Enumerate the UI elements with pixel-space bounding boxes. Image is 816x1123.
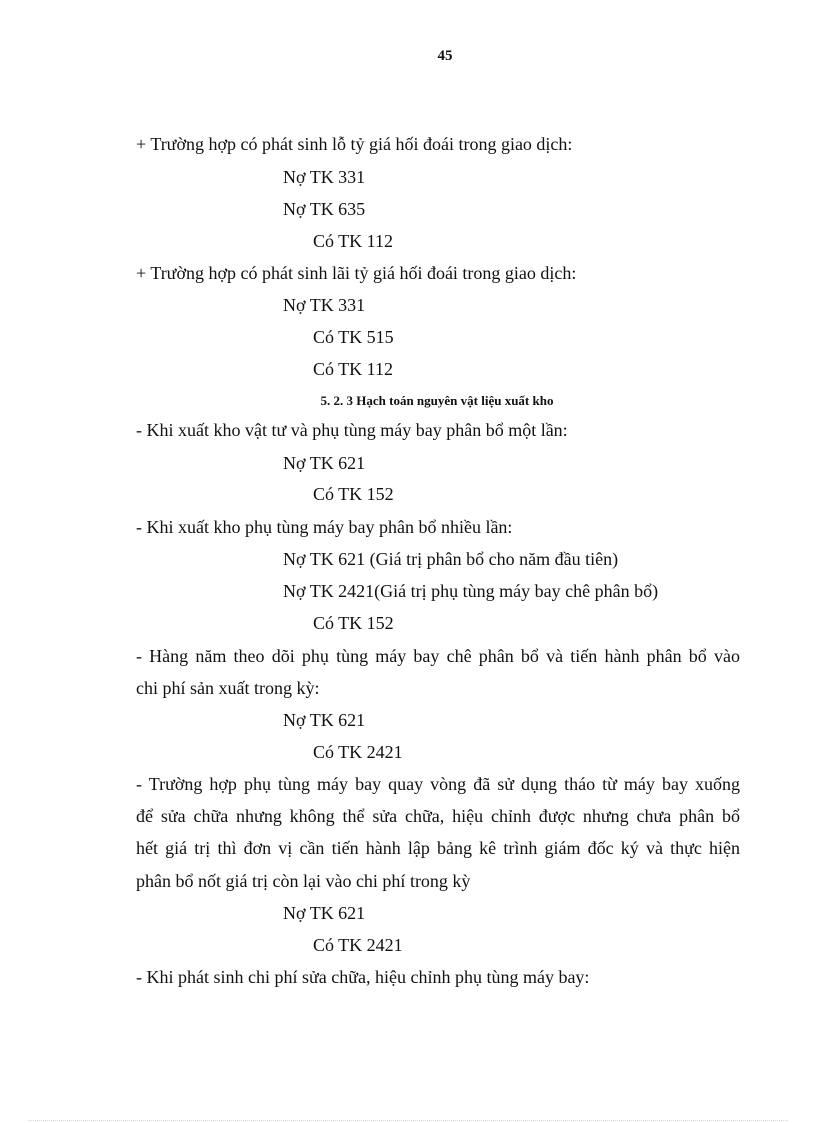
- paragraph-gain-case: + Trường hợp có phát sinh lãi tỷ giá hối đoái trong giao dịch:: [136, 263, 577, 283]
- credit-entry: Có TK 152: [313, 613, 394, 633]
- credit-entry: Có TK 2421: [313, 935, 403, 955]
- paragraph-annual-tracking: - Hàng năm theo dõi phụ tùng máy bay chê phân bổ và tiến hành phân bổ vào: [136, 646, 740, 666]
- paragraph-multi-allocation: - Khi xuất kho phụ tùng máy bay phân bổ nhiều lần:: [136, 517, 513, 537]
- credit-entry: Có TK 112: [313, 231, 394, 251]
- credit-entry: Có TK 2421: [313, 742, 403, 762]
- paragraph-one-time-allocation: - Khi xuất kho vật tư và phụ tùng máy bay phân bổ một lần:: [136, 420, 568, 440]
- paragraph-rotable-parts: - Trường hợp phụ tùng máy bay quay vòng đã sử dụng tháo từ máy bay xuống: [136, 774, 740, 794]
- page-number: 45: [437, 48, 453, 64]
- debit-entry: Nợ TK 331: [283, 167, 366, 187]
- paragraph-loss-case: + Trường hợp có phát sinh lỗ tỷ giá hối đoái trong giao dịch:: [136, 134, 573, 154]
- credit-entry: Có TK 112: [313, 359, 394, 379]
- debit-entry: Nợ TK 635: [283, 199, 366, 219]
- page-bottom-divider: [28, 1120, 788, 1121]
- paragraph-annual-tracking-cont: chi phí sản xuất trong kỳ:: [136, 678, 320, 698]
- paragraph-repair-costs: - Khi phát sinh chi phí sửa chữa, hiệu chỉnh phụ tùng máy bay:: [136, 967, 590, 987]
- paragraph-rotable-parts-cont: để sửa chữa nhưng không thể sửa chữa, hiệu chỉnh được nhưng chưa phân bổ: [136, 806, 740, 826]
- debit-entry: Nợ TK 621: [283, 903, 366, 923]
- debit-entry: Nợ TK 621 (Giá trị phân bổ cho năm đầu tiên): [283, 549, 619, 569]
- debit-entry: Nợ TK 621: [283, 453, 366, 473]
- debit-entry: Nợ TK 621: [283, 710, 366, 730]
- debit-entry: Nợ TK 2421(Giá trị phụ tùng máy bay chê phân bổ): [283, 581, 659, 601]
- debit-entry: Nợ TK 331: [283, 295, 366, 315]
- paragraph-rotable-parts-cont: hết giá trị thì đơn vị cần tiến hành lập bảng kê trình giám đốc ký và thực hiện: [136, 838, 740, 858]
- credit-entry: Có TK 515: [313, 327, 394, 347]
- credit-entry: Có TK 152: [313, 484, 394, 504]
- paragraph-rotable-parts-cont: phân bổ nốt giá trị còn lại vào chi phí trong kỳ: [136, 871, 471, 891]
- section-heading: 5. 2. 3 Hạch toán nguyên vật liệu xuất kho: [320, 393, 554, 408]
